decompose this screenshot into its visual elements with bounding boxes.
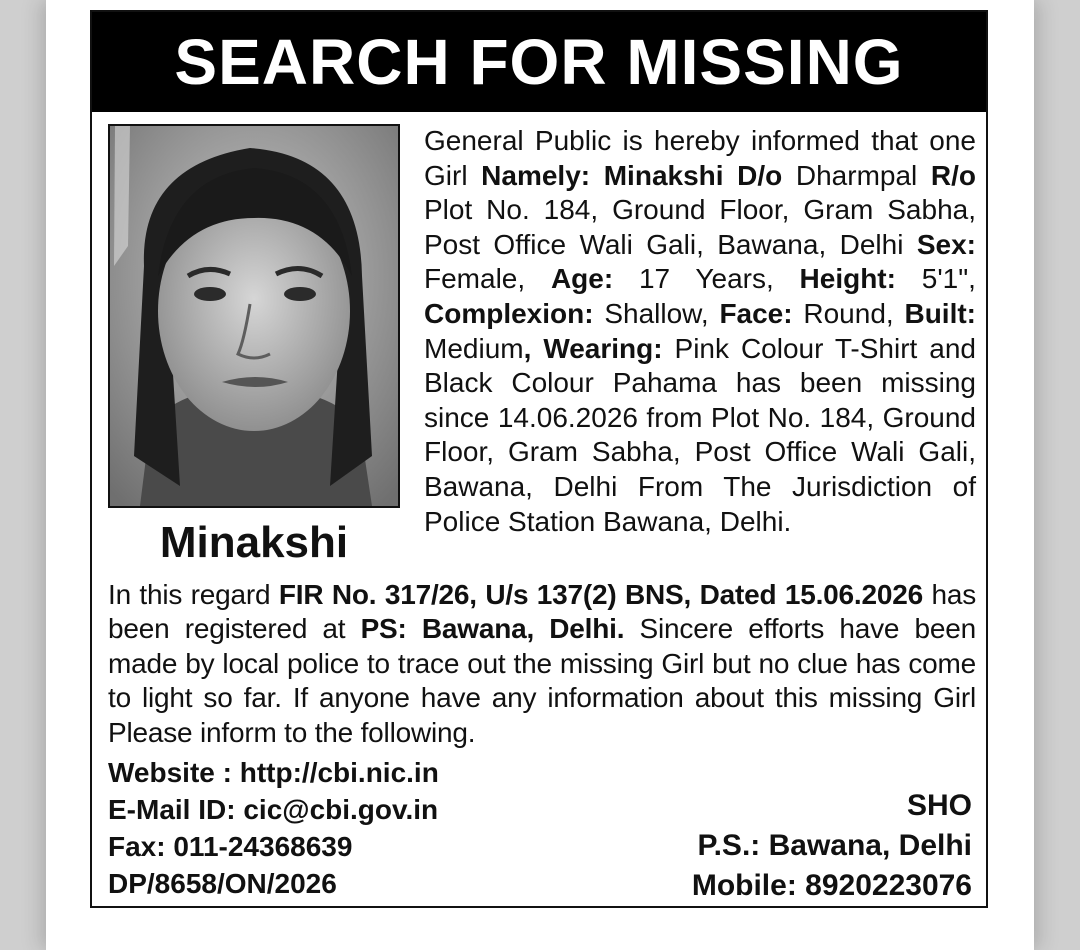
police-station: PS: Bawana, Delhi. <box>360 613 625 645</box>
email-line: E-Mail ID: cic@cbi.gov.in <box>108 794 439 825</box>
missing-person-description <box>424 124 976 539</box>
fax-line: Fax: 011-24368639 <box>108 831 353 862</box>
complexion-label: Complexion: <box>424 297 594 329</box>
sho-mobile: Mobile: 8920223076 <box>691 869 972 902</box>
complexion-value: Shallow, <box>593 297 720 329</box>
father-name: Dharmpal <box>782 159 931 191</box>
namely-label: Namely: Minakshi D/o <box>481 159 783 191</box>
notice-banner-title: SEARCH FOR MISSING <box>92 12 986 112</box>
face-label: Face: <box>719 297 793 329</box>
sho-contact-block <box>552 786 972 906</box>
fir-regard-paragraph <box>108 578 976 750</box>
built-label: Built: <box>904 297 976 329</box>
regard-mid: has been registered at <box>108 579 977 645</box>
photo-caption-name: Minakshi <box>159 518 349 567</box>
age-value: 17 Years, <box>613 263 800 295</box>
sho-station: P.S.: Bawana, Delhi <box>697 829 972 862</box>
regard-lead: In this regard <box>108 579 279 610</box>
wearing-label: , Wearing: <box>523 332 663 364</box>
reference-number: DP/8658/ON/2026 <box>108 868 337 899</box>
sex-value: Female, <box>424 263 551 295</box>
age-label: Age: <box>550 263 614 295</box>
intro-text: General Public is hereby informed that one Girl <box>424 125 976 191</box>
built-value: Medium <box>424 332 524 364</box>
fir-details: FIR No. 317/26, U/s 137(2) BNS, Dated 15.06.2026 <box>278 579 923 610</box>
regard-tail: Sincere efforts have been made by local police to trace out the missing Girl but no clue has come to light so far. If anyone have any information about this missing Girl Please inform to the following. <box>108 613 976 748</box>
height-value: 5'1", <box>895 263 976 295</box>
height-label: Height: <box>799 263 896 295</box>
residence-address: Plot No. 184, Ground Floor, Gram Sabha, Post Office Wali Gali, Bawana, Delhi <box>424 194 976 260</box>
website-line: Website : http://cbi.nic.in <box>108 757 439 788</box>
sex-label: Sex: <box>916 228 976 260</box>
residence-label: R/o <box>930 159 976 191</box>
face-value: Round, <box>792 297 905 329</box>
contact-details <box>108 754 588 902</box>
sho-title: SHO <box>906 789 972 822</box>
missing-person-photo <box>108 124 400 508</box>
missing-person-notice <box>90 10 988 908</box>
wearing-and-missing-details: Pink Colour T-Shirt and Black Colour Pahama has been missing since 14.06.2026 from Plot No. 184, Ground Floor, Gram Sabha, Post Office Wali Gali, Bawana, Delhi From The Jurisdiction of Police Station Bawana, Delhi. <box>424 332 976 537</box>
